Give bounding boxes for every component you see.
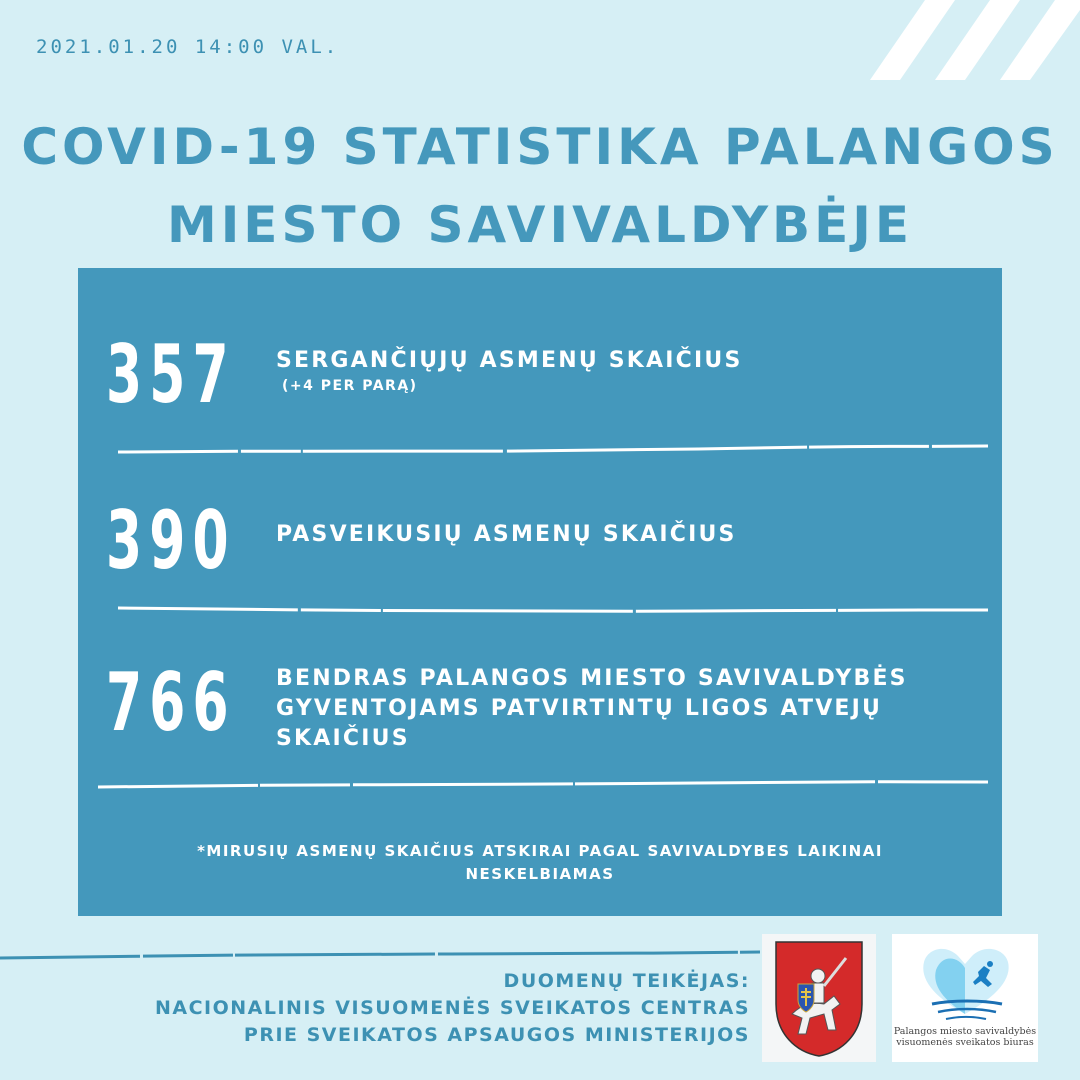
note-line-1: *MIRUSIŲ ASMENŲ SKAIČIUS ATSKIRAI PAGAL SAVIVALDYBES LAIKINAI — [197, 842, 883, 860]
health-bureau-logo — [892, 934, 1038, 1062]
stat-label-group — [276, 346, 743, 396]
decorative-stripes — [820, 0, 1080, 80]
page-title — [0, 108, 1080, 264]
date-time: 2021.01.20 14:00 VAL. — [36, 36, 340, 58]
stat-label-line-1: BENDRAS PALANGOS MIESTO SAVIVALDYBĖS — [276, 666, 908, 691]
heart-runner-logo-icon — [892, 934, 1038, 1026]
stat-label-group — [276, 520, 737, 550]
stat-total-cases — [106, 658, 908, 754]
provider-line-2: NACIONALINIS VISUOMENĖS SVEIKATOS CENTRAS — [154, 997, 750, 1019]
lithuania-coat-of-arms-icon — [762, 934, 876, 1062]
bottom-divider — [0, 948, 760, 962]
divider-3 — [98, 778, 988, 790]
title-line-2: MIESTO SAVIVALDYBĖJE — [166, 196, 914, 254]
stats-panel — [78, 268, 1002, 916]
stat-recovered — [106, 496, 737, 586]
stat-value: 357 — [106, 328, 236, 421]
logo-caption-line-1: Palangos miesto savivaldybės — [893, 1026, 1037, 1037]
stat-label-line-2: GYVENTOJAMS PATVIRTINTŲ LIGOS ATVEJŲ — [276, 696, 883, 721]
stat-label: SERGANČIŲJŲ ASMENŲ SKAIČIUS — [276, 348, 743, 373]
stat-active-cases — [106, 330, 743, 420]
stat-sublabel: (+4 PER PARĄ) — [282, 378, 418, 394]
stat-label-line-3: SKAIČIUS — [276, 726, 410, 751]
deaths-note — [138, 840, 942, 886]
stat-label: PASVEIKUSIŲ ASMENŲ SKAIČIUS — [276, 522, 737, 547]
provider-line-3: PRIE SVEIKATOS APSAUGOS MINISTERIJOS — [243, 1024, 750, 1046]
stat-label-group — [276, 664, 908, 754]
divider-2 — [98, 604, 988, 616]
stat-value: 390 — [106, 494, 236, 587]
logo-caption-line-2: visuomenės sveikatos biuras — [896, 1037, 1034, 1048]
provider-line-1: DUOMENŲ TEIKĖJAS: — [503, 970, 750, 992]
note-line-2: NESKELBIAMAS — [465, 865, 615, 883]
data-provider — [155, 968, 750, 1049]
title-line-1: COVID-19 STATISTIKA PALANGOS — [21, 118, 1059, 176]
logo-caption — [892, 1026, 1038, 1048]
divider-1 — [98, 444, 988, 456]
stat-value: 766 — [106, 656, 236, 749]
